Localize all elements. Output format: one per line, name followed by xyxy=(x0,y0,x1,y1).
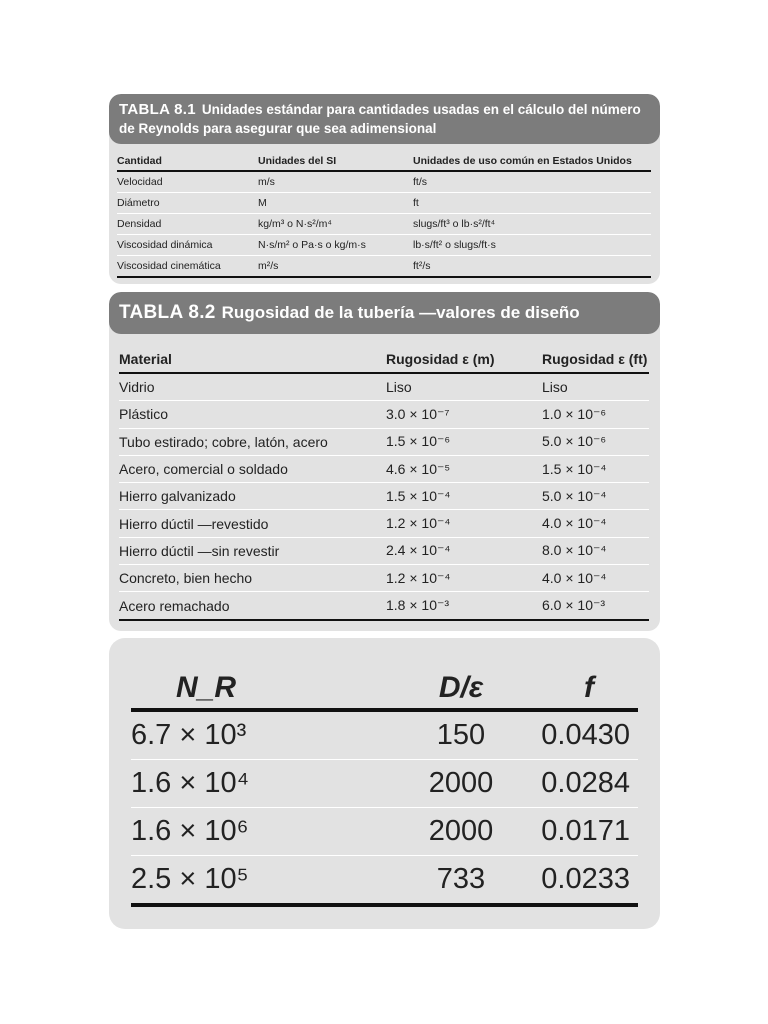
table-cell: 1.8 × 10⁻³ xyxy=(386,592,542,620)
table-cell: 0.0284 xyxy=(541,760,638,808)
table-cell: Hierro dúctil —revestido xyxy=(119,510,386,537)
table-row xyxy=(119,455,649,482)
column-header-d-over-epsilon: D/ε xyxy=(381,668,541,710)
table-cell: 1.0 × 10⁻⁶ xyxy=(542,401,649,428)
table-cell: 2.5 × 10⁵ xyxy=(131,856,381,906)
table-8-2 xyxy=(119,346,649,621)
table-row xyxy=(119,373,649,401)
table-row xyxy=(117,193,651,214)
table-row xyxy=(117,171,651,193)
table-cell: Liso xyxy=(542,373,649,401)
table-cell: Vidrio xyxy=(119,373,386,401)
table-cell: 0.0233 xyxy=(541,856,638,906)
table-cell: ft²/s xyxy=(413,256,651,278)
table-cell: 1.5 × 10⁻⁴ xyxy=(386,483,542,510)
table-8-2-title: Rugosidad de la tubería —valores de diseño xyxy=(221,303,580,322)
table-cell: 1.2 × 10⁻⁴ xyxy=(386,510,542,537)
table-row xyxy=(131,808,638,856)
table-cell: lb·s/ft² o slugs/ft·s xyxy=(413,235,651,256)
table-row xyxy=(119,565,649,592)
table-cell: 5.0 × 10⁻⁶ xyxy=(542,428,649,455)
column-header: Unidades del SI xyxy=(258,152,413,171)
table-row xyxy=(119,401,649,428)
table-row xyxy=(119,510,649,537)
table-8-1-caption xyxy=(109,94,660,144)
table-cell: 2.4 × 10⁻⁴ xyxy=(386,537,542,564)
table-cell: 2000 xyxy=(381,760,541,808)
table-cell: M xyxy=(258,193,413,214)
table-cell: Acero remachado xyxy=(119,592,386,620)
table-cell: m/s xyxy=(258,171,413,193)
table-8-1-title: Unidades estándar para cantidades usadas en el cálculo del número de Reynolds para asegurar que sea adimensional xyxy=(119,102,641,136)
table-cell: 4.6 × 10⁻⁵ xyxy=(386,455,542,482)
table-cell: Liso xyxy=(386,373,542,401)
table-cell: 6.7 × 10³ xyxy=(131,710,381,760)
table-cell: N·s/m² o Pa·s o kg/m·s xyxy=(258,235,413,256)
table-row xyxy=(119,592,649,620)
table-8-2-number: TABLA 8.2 xyxy=(119,302,216,323)
column-header: Material xyxy=(119,346,386,373)
table-cell: 1.5 × 10⁻⁴ xyxy=(542,455,649,482)
table-cell: m²/s xyxy=(258,256,413,278)
table-cell: slugs/ft³ o lb·s²/ft⁴ xyxy=(413,214,651,235)
table-row xyxy=(131,710,638,760)
table-cell: 6.0 × 10⁻³ xyxy=(542,592,649,620)
table-cell: 0.0171 xyxy=(541,808,638,856)
table-cell: 8.0 × 10⁻⁴ xyxy=(542,537,649,564)
results-panel xyxy=(109,638,660,929)
table-cell: 3.0 × 10⁻⁷ xyxy=(386,401,542,428)
table-cell: Densidad xyxy=(117,214,258,235)
column-header-reynolds: N_R xyxy=(131,668,381,710)
table-header-row xyxy=(131,668,638,710)
column-header: Rugosidad ε (m) xyxy=(386,346,542,373)
table-cell: Velocidad xyxy=(117,171,258,193)
table-cell: 1.6 × 10⁶ xyxy=(131,808,381,856)
table-row xyxy=(117,214,651,235)
table-cell: 4.0 × 10⁻⁴ xyxy=(542,510,649,537)
table-cell: 1.6 × 10⁴ xyxy=(131,760,381,808)
column-header: Unidades de uso común en Estados Unidos xyxy=(413,152,651,171)
table-row xyxy=(117,235,651,256)
table-8-1 xyxy=(117,152,651,278)
table-row xyxy=(131,856,638,906)
table-cell: 733 xyxy=(381,856,541,906)
table-cell: Viscosidad cinemática xyxy=(117,256,258,278)
table-row xyxy=(119,483,649,510)
table-cell: Plástico xyxy=(119,401,386,428)
table-cell: ft xyxy=(413,193,651,214)
table-cell: 0.0430 xyxy=(541,710,638,760)
table-8-2-panel xyxy=(109,292,660,631)
table-cell: Concreto, bien hecho xyxy=(119,565,386,592)
column-header: Cantidad xyxy=(117,152,258,171)
table-cell: Viscosidad dinámica xyxy=(117,235,258,256)
table-8-2-caption xyxy=(109,292,660,334)
table-cell: 1.2 × 10⁻⁴ xyxy=(386,565,542,592)
table-cell: ft/s xyxy=(413,171,651,193)
table-cell: 5.0 × 10⁻⁴ xyxy=(542,483,649,510)
table-row xyxy=(119,537,649,564)
table-8-1-number: TABLA 8.1 xyxy=(119,101,196,118)
table-cell: 2000 xyxy=(381,808,541,856)
table-cell: 1.5 × 10⁻⁶ xyxy=(386,428,542,455)
column-header: Rugosidad ε (ft) xyxy=(542,346,649,373)
table-cell: 4.0 × 10⁻⁴ xyxy=(542,565,649,592)
table-cell: Hierro dúctil —sin revestir xyxy=(119,537,386,564)
table-cell: kg/m³ o N·s²/m⁴ xyxy=(258,214,413,235)
column-header-friction-factor: f xyxy=(541,668,638,710)
table-cell: Acero, comercial o soldado xyxy=(119,455,386,482)
table-header-row xyxy=(117,152,651,171)
table-row xyxy=(131,760,638,808)
table-row xyxy=(117,256,651,278)
table-cell: Hierro galvanizado xyxy=(119,483,386,510)
table-row xyxy=(119,428,649,455)
table-cell: 150 xyxy=(381,710,541,760)
table-header-row xyxy=(119,346,649,373)
table-cell: Diámetro xyxy=(117,193,258,214)
table-cell: Tubo estirado; cobre, latón, acero xyxy=(119,428,386,455)
results-table xyxy=(131,668,638,907)
table-8-1-panel xyxy=(109,94,660,284)
